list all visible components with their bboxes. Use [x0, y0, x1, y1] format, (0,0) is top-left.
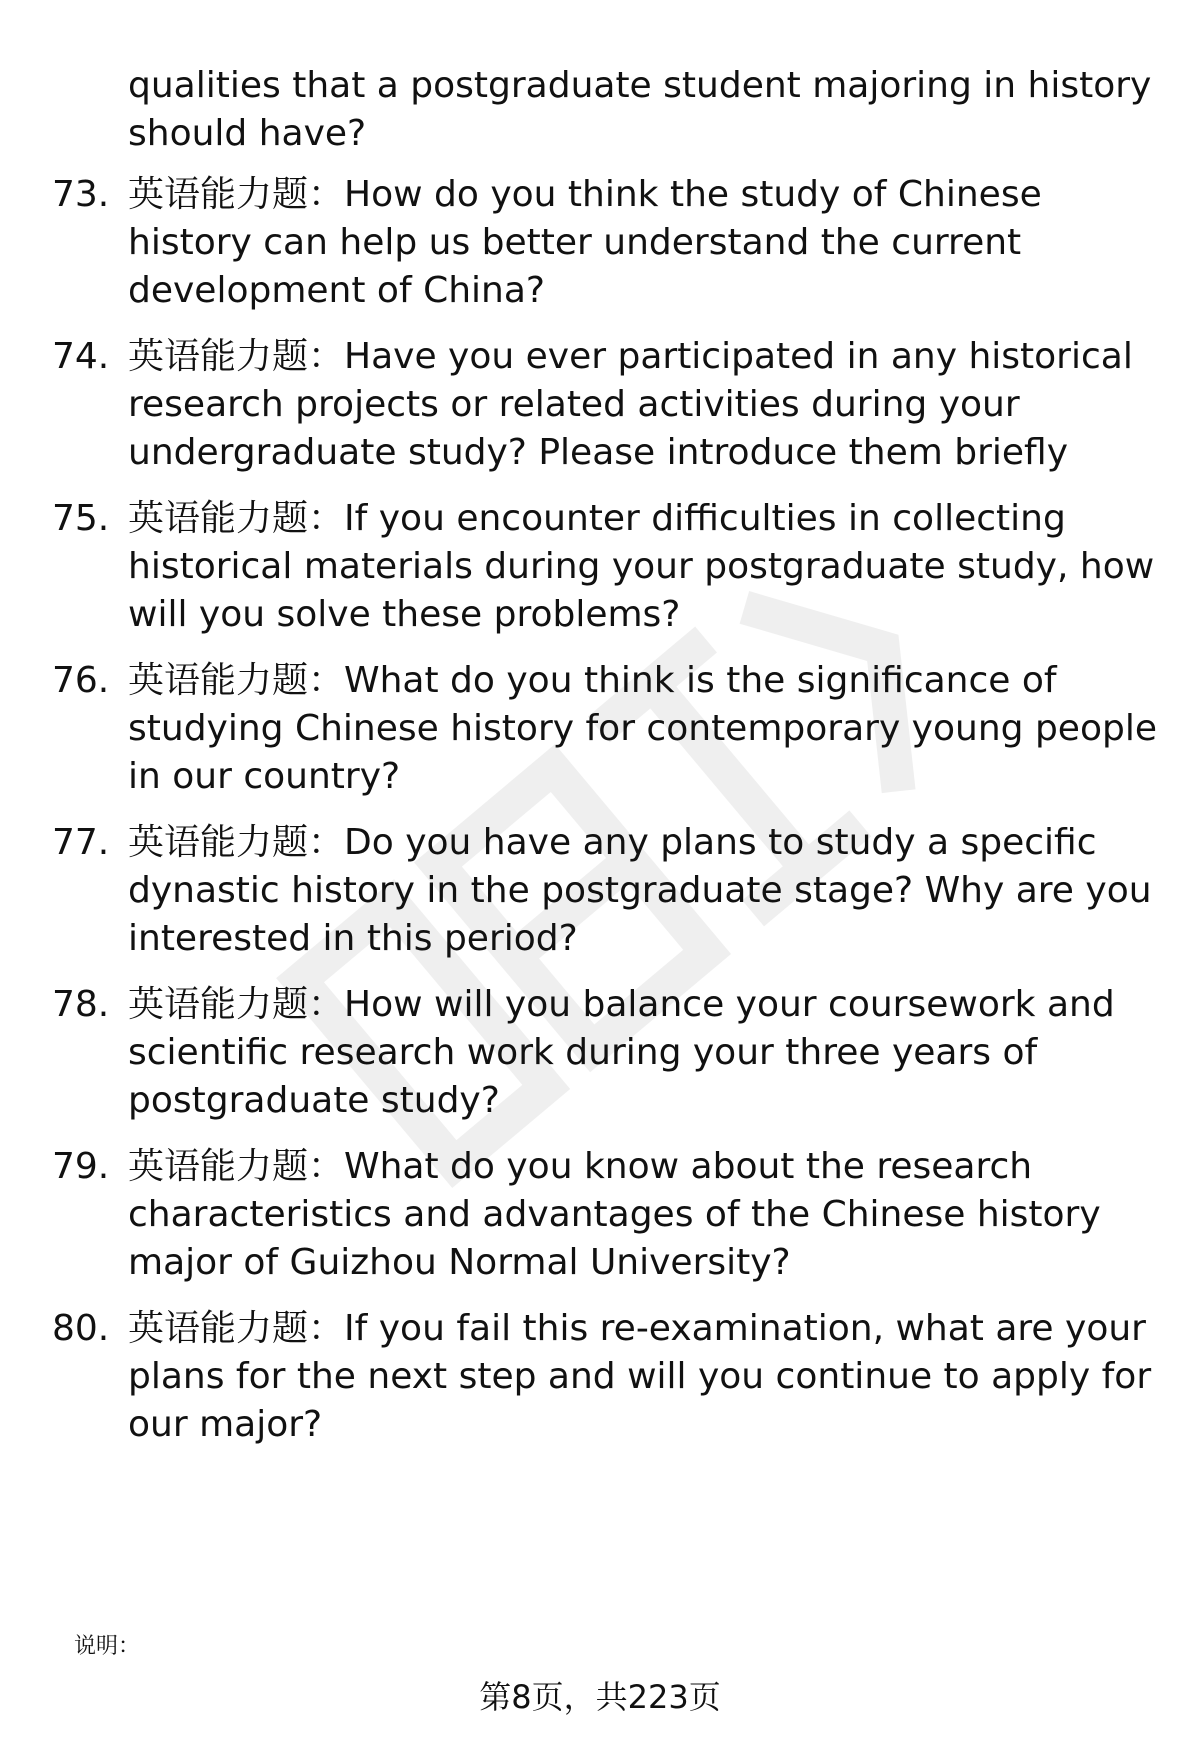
note-label: 说明： — [74, 1634, 141, 1659]
question-number: 73. — [52, 174, 110, 215]
question-text: What do you know about the research characteristics and advantages of the Chinese history major of Guizhou Normal University? — [128, 1146, 1101, 1283]
question-text: Have you ever participated in any historical research projects or related activities during your undergraduate study? Please introduce them briefly — [128, 336, 1133, 473]
question-item — [52, 1143, 1172, 1287]
question-item — [52, 819, 1172, 963]
question-category: 英语能力题： — [128, 984, 345, 1025]
question-number: 74. — [52, 336, 110, 377]
question-item — [52, 171, 1172, 315]
question-text: How do you think the study of Chinese history can help us better understand the current development of China? — [128, 174, 1042, 311]
question-item — [52, 1305, 1172, 1449]
question-category: 英语能力题： — [128, 498, 345, 539]
question-number: 80. — [52, 1308, 110, 1349]
question-number: 78. — [52, 984, 110, 1025]
question-category: 英语能力题： — [128, 174, 345, 215]
question-text: What do you think is the significance of studying Chinese history for contemporary young people in our country? — [128, 660, 1157, 797]
question-number: 76. — [52, 660, 110, 701]
question-text: Do you have any plans to study a specific dynastic history in the postgraduate stage? Why are you interested in this period? — [128, 822, 1152, 959]
question-category: 英语能力题： — [128, 1146, 345, 1187]
question-item — [52, 981, 1172, 1125]
question-category: 英语能力题： — [128, 336, 345, 377]
question-text: If you encounter difficulties in collecting historical materials during your postgraduate study, how will you solve these problems? — [128, 498, 1155, 635]
question-text: If you fail this re-examination, what are your plans for the next step and will you continue to apply for our major? — [128, 1308, 1152, 1445]
question-number: 77. — [52, 822, 110, 863]
question-text: How will you balance your coursework and scientific research work during your three years of postgraduate study? — [128, 984, 1115, 1121]
question-category: 英语能力题： — [128, 660, 345, 701]
question-item — [52, 657, 1172, 801]
continuation-text: qualities that a postgraduate student majoring in history should have? — [128, 65, 1152, 154]
page-footer: 第8页，共223页 — [479, 1678, 721, 1716]
question-number: 79. — [52, 1146, 110, 1187]
question-item — [52, 495, 1172, 639]
question-item — [52, 333, 1172, 477]
question-category: 英语能力题： — [128, 1308, 345, 1349]
question-category: 英语能力题： — [128, 822, 345, 863]
question-number: 75. — [52, 498, 110, 539]
